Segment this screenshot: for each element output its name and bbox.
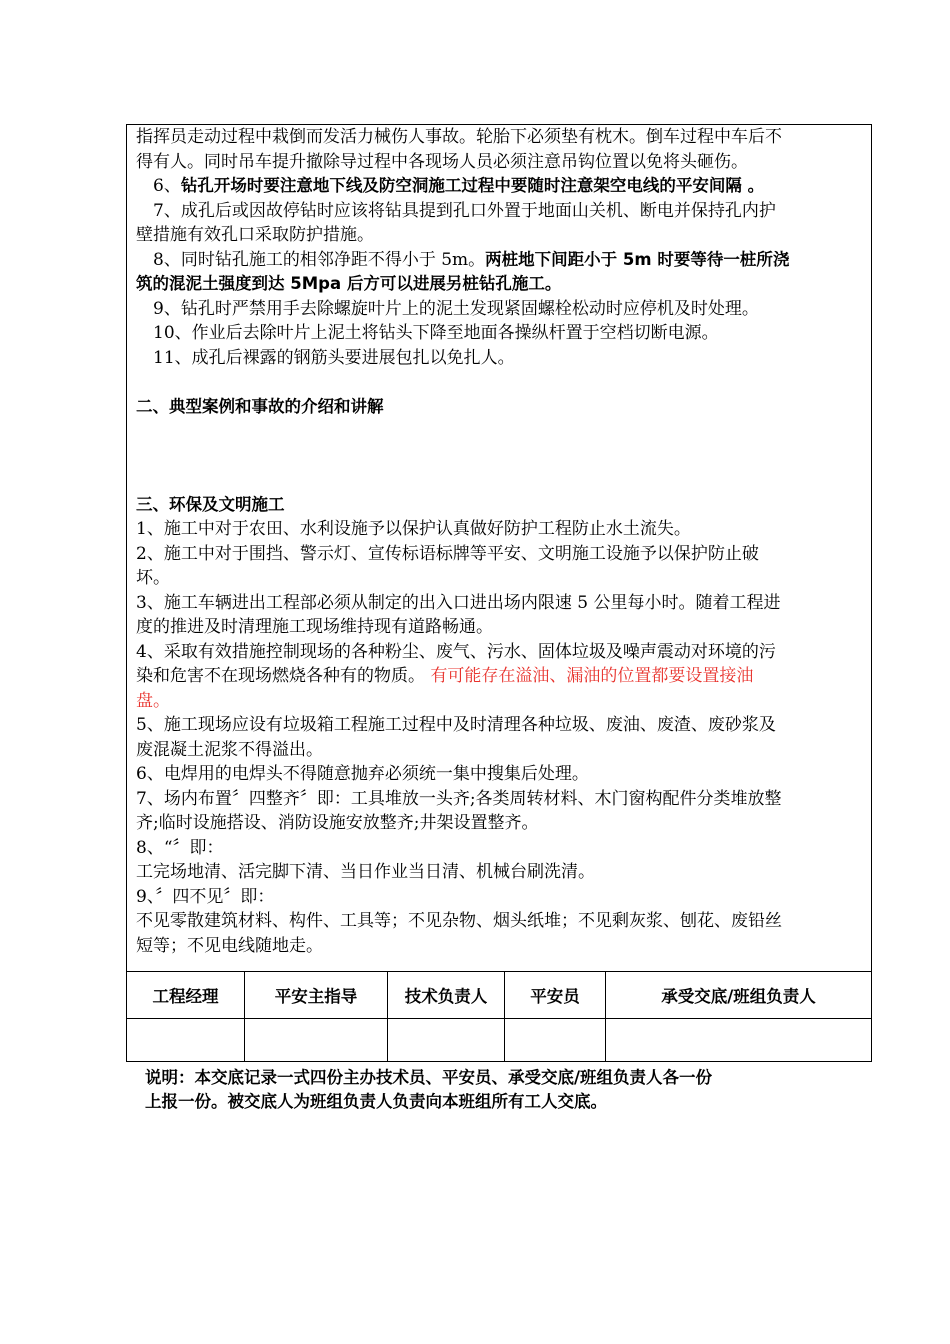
body-line	[136, 689, 864, 714]
text-segment: 6、电焊用的电焊头不得随意抛弃必须统一集中搜集后处理。	[136, 764, 589, 784]
text-segment: 齐;临时设施搭设、消防设施安放整齐;井架设置整齐。	[136, 813, 539, 833]
highlighted-text: 盘。	[136, 690, 170, 711]
body-line	[136, 272, 864, 297]
signature-technical-lead	[388, 1019, 505, 1062]
text-segment: 4、采取有效措施控制现场的各种粉尘、废气、污水、固体垃圾及噪声震动对环境的污	[136, 641, 776, 662]
text-segment: 6、	[153, 176, 181, 196]
footnote	[145, 1066, 712, 1114]
text-segment: 8、同时钻孔施工的相邻净距不得小于 5m。	[153, 249, 486, 270]
body-line	[136, 885, 864, 910]
signature-safety-officer	[505, 1019, 606, 1062]
signature-table-header-row	[127, 972, 871, 1019]
body-line	[136, 566, 864, 591]
bold-text: 钻孔开场时要注意地下线及防空洞施工过程中要随时注意架空电线的平安间隔 。	[180, 176, 765, 195]
text-segment: 7、成孔后或因故停钻时应该将钻具提到孔口外置于地面山关机、断电并保持孔内护	[153, 200, 776, 221]
text-segment: 9、〞四不见〞即：	[136, 886, 275, 907]
footnote-line-1: 说明：本交底记录一式四份主办技术员、平安员、承受交底/班组负责人各一份	[145, 1068, 713, 1087]
body-line	[136, 125, 864, 150]
bold-text: 筑的混泥土强度到达 5Mpa 后方可以进展另桩钻孔施工。	[136, 274, 562, 293]
body-line	[136, 664, 864, 689]
body-line	[136, 934, 864, 959]
text-segment: 1、施工中对于农田、水利设施予以保护认真做好防护工程防止水土流失。	[136, 519, 691, 539]
header-project-manager: 工程经理	[127, 972, 245, 1018]
text-segment: 11、成孔后裸露的钢筋头要进展包扎以免扎人。	[153, 347, 515, 368]
body-line	[136, 909, 864, 934]
bold-text: 三、环保及文明施工	[136, 494, 285, 514]
blank-line	[136, 370, 864, 395]
text-segment: 工完场地清、活完脚下清、当日作业当日清、机械台刷洗清。	[136, 862, 595, 882]
highlighted-text: 有可能存在溢油、漏油的位置都要设置接油	[430, 666, 754, 686]
body-line	[136, 297, 864, 322]
document-body	[136, 125, 864, 958]
text-segment: 3、施工车辆进出工程部必须从制定的出入口进出场内限速 5 公里每小时。随着工程进	[136, 592, 781, 613]
text-segment: 5、施工现场应设有垃圾箱工程施工过程中及时清理各种垃圾、废油、废渣、废砂浆及	[136, 715, 776, 735]
body-line	[136, 542, 864, 567]
body-line	[136, 150, 864, 175]
body-line	[136, 493, 864, 518]
body-line	[136, 811, 864, 836]
body-line	[136, 738, 864, 763]
body-line	[136, 321, 864, 346]
body-line	[136, 836, 864, 861]
blank-line	[136, 419, 864, 444]
bold-text: 两桩地下间距小于 5m 时要等待一桩所浇	[485, 249, 790, 269]
signature-table-value-row	[127, 1019, 871, 1062]
body-line	[136, 346, 864, 371]
header-safety-officer: 平安员	[505, 972, 606, 1018]
body-line	[136, 248, 864, 273]
body-line	[136, 199, 864, 224]
text-segment: 不见零散建筑材料、构件、工具等；不见杂物、烟头纸堆；不见剩灰浆、刨花、废铅丝	[136, 911, 782, 931]
body-line	[136, 223, 864, 248]
bold-text: 二、典型案例和事故的介绍和讲解	[136, 396, 384, 416]
header-safety-instructor: 平安主指导	[245, 972, 388, 1018]
blank-line	[136, 444, 864, 469]
text-segment: 得有人。同时吊车提升撤除导过程中各现场人员必须注意吊钩位置以免将头砸伤。	[136, 151, 748, 172]
body-line	[136, 395, 864, 420]
text-segment: 废混凝土泥浆不得溢出。	[136, 739, 323, 760]
text-segment: 坏。	[136, 568, 170, 588]
header-technical-lead: 技术负责人	[388, 972, 505, 1018]
signature-table	[127, 971, 871, 1062]
text-segment: 9、钻孔时严禁用手去除螺旋叶片上的泥土发现紧固螺栓松动时应停机及时处理。	[153, 298, 759, 319]
body-line	[136, 762, 864, 787]
signature-safety-instructor	[245, 1019, 388, 1062]
text-segment: 7、场内布置〞四整齐〞即：工具堆放一头齐;各类周转材料、木门窗构配件分类堆放整	[136, 788, 782, 809]
body-line	[136, 615, 864, 640]
footnote-line-2: 上报一份。被交底人为班组负责人负责向本班组所有工人交底。	[145, 1092, 607, 1111]
signature-project-manager	[127, 1019, 245, 1062]
body-line	[136, 517, 864, 542]
text-segment: 染和危害不在现场燃烧各种有的物质。	[136, 666, 431, 686]
text-segment: 2、施工中对于围挡、警示灯、宣传标语标牌等平安、文明施工设施予以保护防止破	[136, 543, 759, 564]
text-segment: 10、作业后去除叶片上泥土将钻头下降至地面各操纵杆置于空档切断电源。	[153, 323, 719, 343]
text-segment: 短等；不见电线随地走。	[136, 935, 323, 956]
text-segment: 8、“〞即：	[136, 837, 224, 858]
text-segment: 度的推进及时清理施工现场维持现有道路畅通。	[136, 617, 493, 637]
body-line	[136, 860, 864, 885]
document-frame	[126, 124, 872, 1062]
text-segment: 壁措施有效孔口采取防护措施。	[136, 225, 374, 245]
body-line	[136, 787, 864, 812]
text-segment: 指挥员走动过程中栽倒而发活力械伤人事故。轮胎下必须垫有枕木。倒车过程中车后不	[136, 127, 782, 147]
signature-team-leader	[606, 1019, 871, 1062]
blank-line	[136, 468, 864, 493]
body-line	[136, 591, 864, 616]
header-team-leader: 承受交底/班组负责人	[661, 987, 816, 1006]
body-line	[136, 640, 864, 665]
body-line	[136, 174, 864, 199]
body-line	[136, 713, 864, 738]
